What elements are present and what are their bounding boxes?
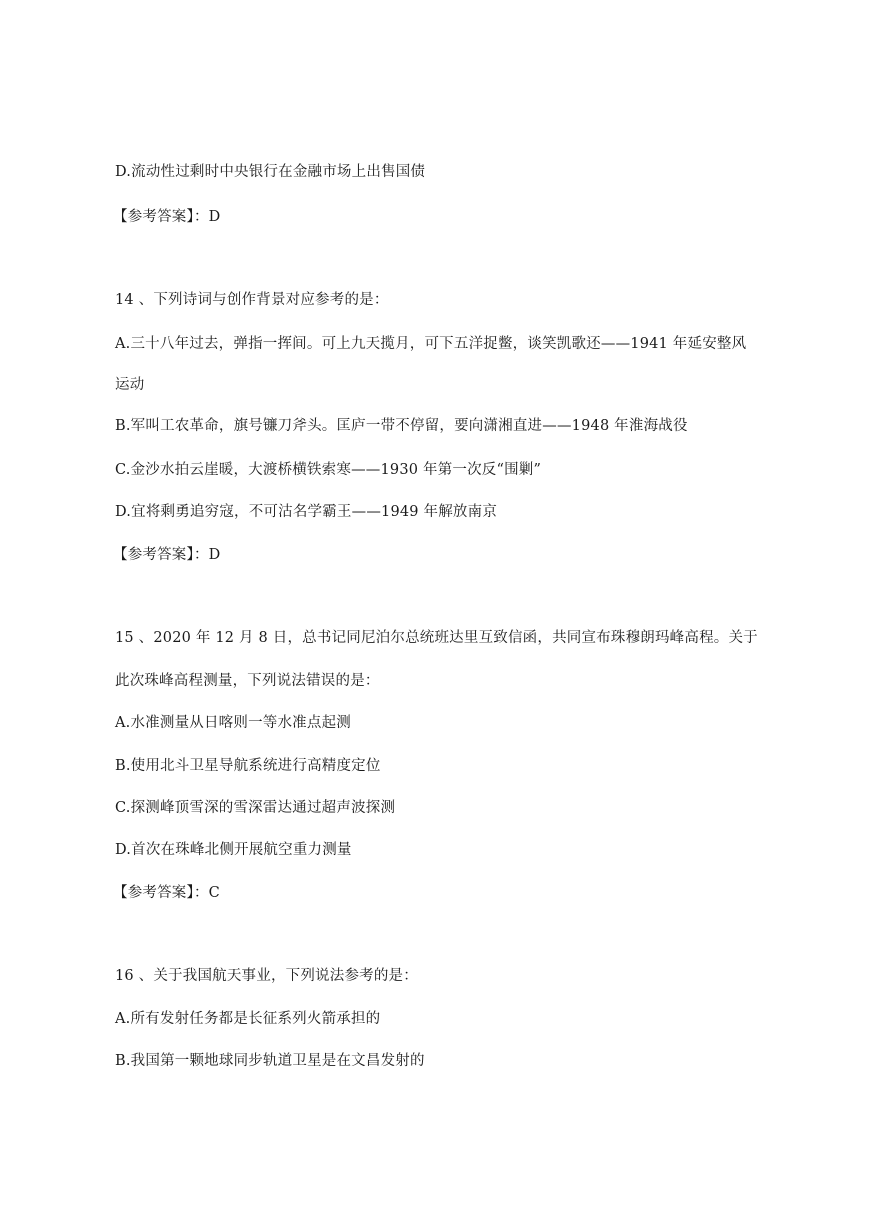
q13-option-d: D.流动性过剩时中央银行在金融市场上出售国债 bbox=[115, 164, 426, 180]
q14-answer: 【参考答案】：D bbox=[113, 547, 221, 563]
q16-option-b: B.我国第一颗地球同步轨道卫星是在文昌发射的 bbox=[115, 1053, 425, 1069]
q15-option-c: C.探测峰顶雪深的雪深雷达通过超声波探测 bbox=[115, 800, 396, 816]
q15-option-a: A.水准测量从日喀则一等水准点起测 bbox=[115, 715, 351, 731]
q16-option-a: A.所有发射任务都是长征系列火箭承担的 bbox=[115, 1011, 381, 1027]
q14-option-a: A.三十八年过去，弹指一挥间。可上九天揽月，可下五洋捉鳖，谈笑凯歌还——1941 年延安整风 bbox=[115, 336, 747, 352]
q13-answer: 【参考答案】：D bbox=[113, 209, 221, 225]
q15-question: 15 、2020 年 12 月 8 日，总书记同尼泊尔总统班达里互致信函，共同宣布珠穆朗玛峰高程。关于 bbox=[115, 630, 758, 646]
q14-option-d: D.宜将剩勇追穷寇，不可沽名学霸王——1949 年解放南京 bbox=[115, 504, 498, 520]
q14-question: 14 、下列诗词与创作背景对应参考的是： bbox=[115, 292, 389, 308]
q15-answer: 【参考答案】：C bbox=[113, 885, 220, 901]
q14-option-b: B.军叫工农革命，旗号镰刀斧头。匡庐一带不停留，要向潇湘直进——1948 年淮海战役 bbox=[115, 418, 688, 434]
q15-option-d: D.首次在珠峰北侧开展航空重力测量 bbox=[115, 842, 352, 858]
q14-option-a-continued: 运动 bbox=[115, 377, 145, 393]
q16-question: 16 、关于我国航天事业，下列说法参考的是： bbox=[115, 968, 418, 984]
q15-option-b: B.使用北斗卫星导航系统进行高精度定位 bbox=[115, 758, 381, 774]
q14-option-c: C.金沙水拍云崖暖，大渡桥横铁索寒——1930 年第一次反“围剿” bbox=[115, 462, 542, 478]
q15-question-continued: 此次珠峰高程测量，下列说法错误的是： bbox=[115, 673, 380, 689]
